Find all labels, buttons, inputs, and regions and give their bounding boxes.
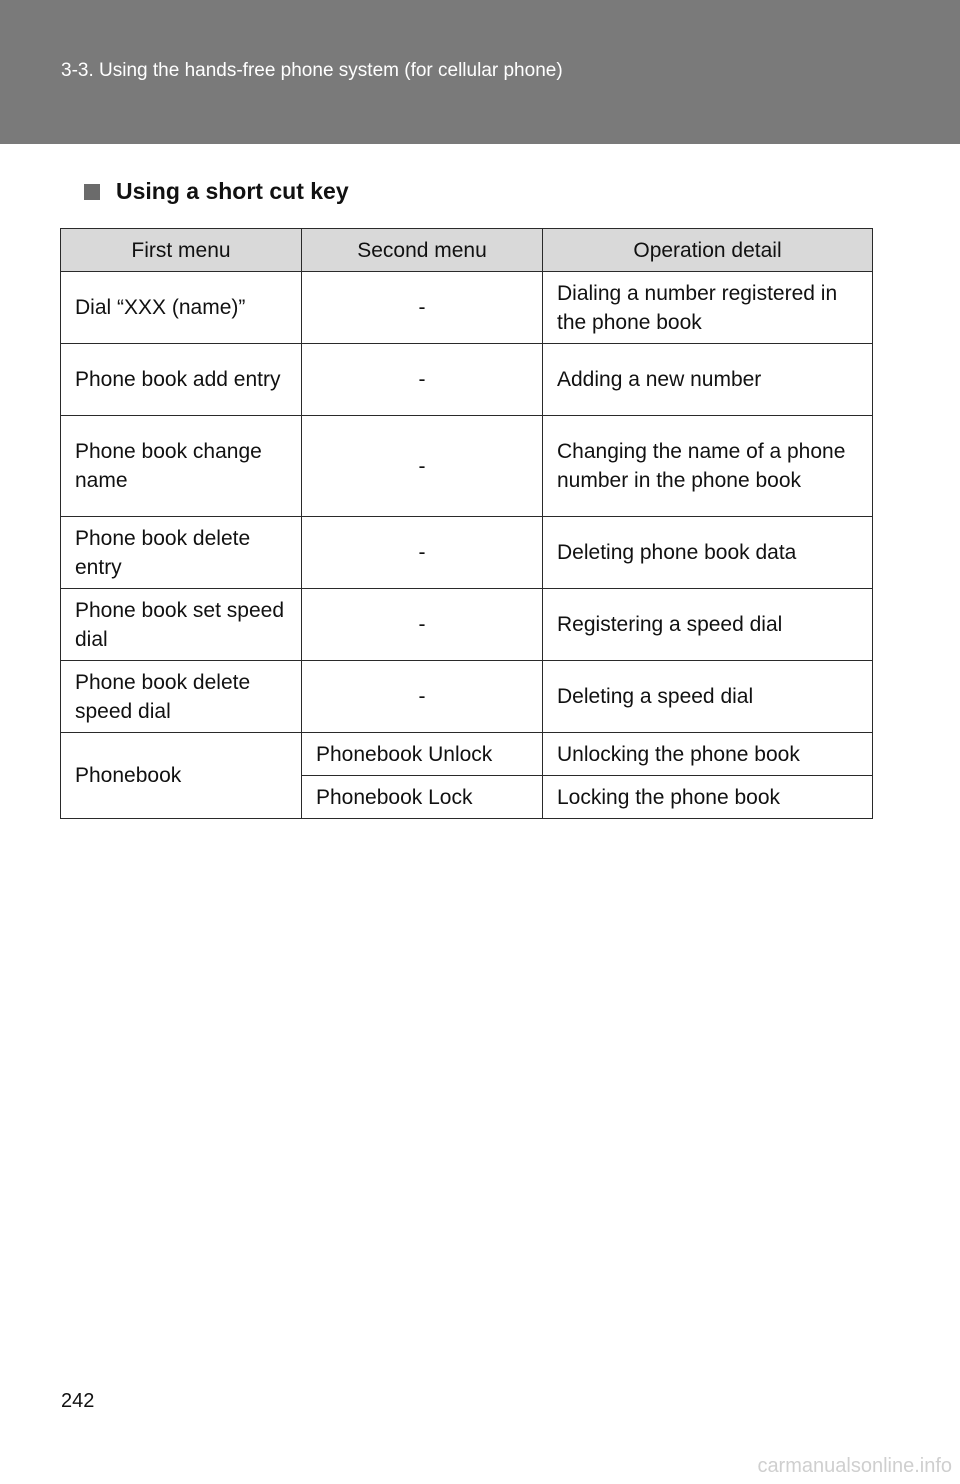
table-header-row bbox=[61, 229, 873, 272]
first-menu-cell: Phone book add entry bbox=[61, 344, 302, 416]
first-menu-cell: Phone book delete speed dial bbox=[61, 661, 302, 733]
second-menu-cell: Phonebook Lock bbox=[302, 776, 543, 819]
operation-detail-cell: Changing the name of a phone number in the phone book bbox=[543, 416, 873, 517]
operation-detail-cell: Registering a speed dial bbox=[543, 589, 873, 661]
second-menu-cell: Phonebook Unlock bbox=[302, 733, 543, 776]
operation-detail-cell: Dialing a number registered in the phone book bbox=[543, 272, 873, 344]
column-header-operation-detail: Operation detail bbox=[543, 229, 873, 272]
first-menu-cell: Dial “XXX (name)” bbox=[61, 272, 302, 344]
heading-text: Using a short cut key bbox=[116, 178, 349, 204]
table-row bbox=[61, 589, 873, 661]
column-header-first-menu: First menu bbox=[61, 229, 302, 272]
second-menu-cell: - bbox=[302, 589, 543, 661]
first-menu-cell: Phone book set speed dial bbox=[61, 589, 302, 661]
operation-detail-cell: Adding a new number bbox=[543, 344, 873, 416]
table-row bbox=[61, 517, 873, 589]
operation-detail-cell: Locking the phone book bbox=[543, 776, 873, 819]
page-number: 242 bbox=[61, 1390, 95, 1412]
operation-detail-cell: Deleting a speed dial bbox=[543, 661, 873, 733]
first-menu-cell: Phone book change name bbox=[61, 416, 302, 517]
table-row bbox=[61, 272, 873, 344]
second-menu-cell: - bbox=[302, 517, 543, 589]
table-row bbox=[61, 344, 873, 416]
filled-square-icon bbox=[84, 184, 100, 200]
page-header-band bbox=[0, 0, 960, 144]
watermark: carmanualsonline.info bbox=[757, 1455, 952, 1477]
second-menu-cell: - bbox=[302, 344, 543, 416]
first-menu-cell: Phone book delete entry bbox=[61, 517, 302, 589]
second-menu-cell: - bbox=[302, 272, 543, 344]
heading bbox=[84, 178, 349, 205]
table-row bbox=[61, 733, 873, 776]
first-menu-cell: Phonebook bbox=[61, 733, 302, 819]
second-menu-cell: - bbox=[302, 416, 543, 517]
operation-detail-cell: Deleting phone book data bbox=[543, 517, 873, 589]
column-header-second-menu: Second menu bbox=[302, 229, 543, 272]
short-cut-key-table bbox=[60, 228, 873, 819]
section-title: 3-3. Using the hands-free phone system (for cellular phone) bbox=[61, 60, 563, 81]
table-row bbox=[61, 416, 873, 517]
table-row bbox=[61, 661, 873, 733]
second-menu-cell: - bbox=[302, 661, 543, 733]
operation-detail-cell: Unlocking the phone book bbox=[543, 733, 873, 776]
